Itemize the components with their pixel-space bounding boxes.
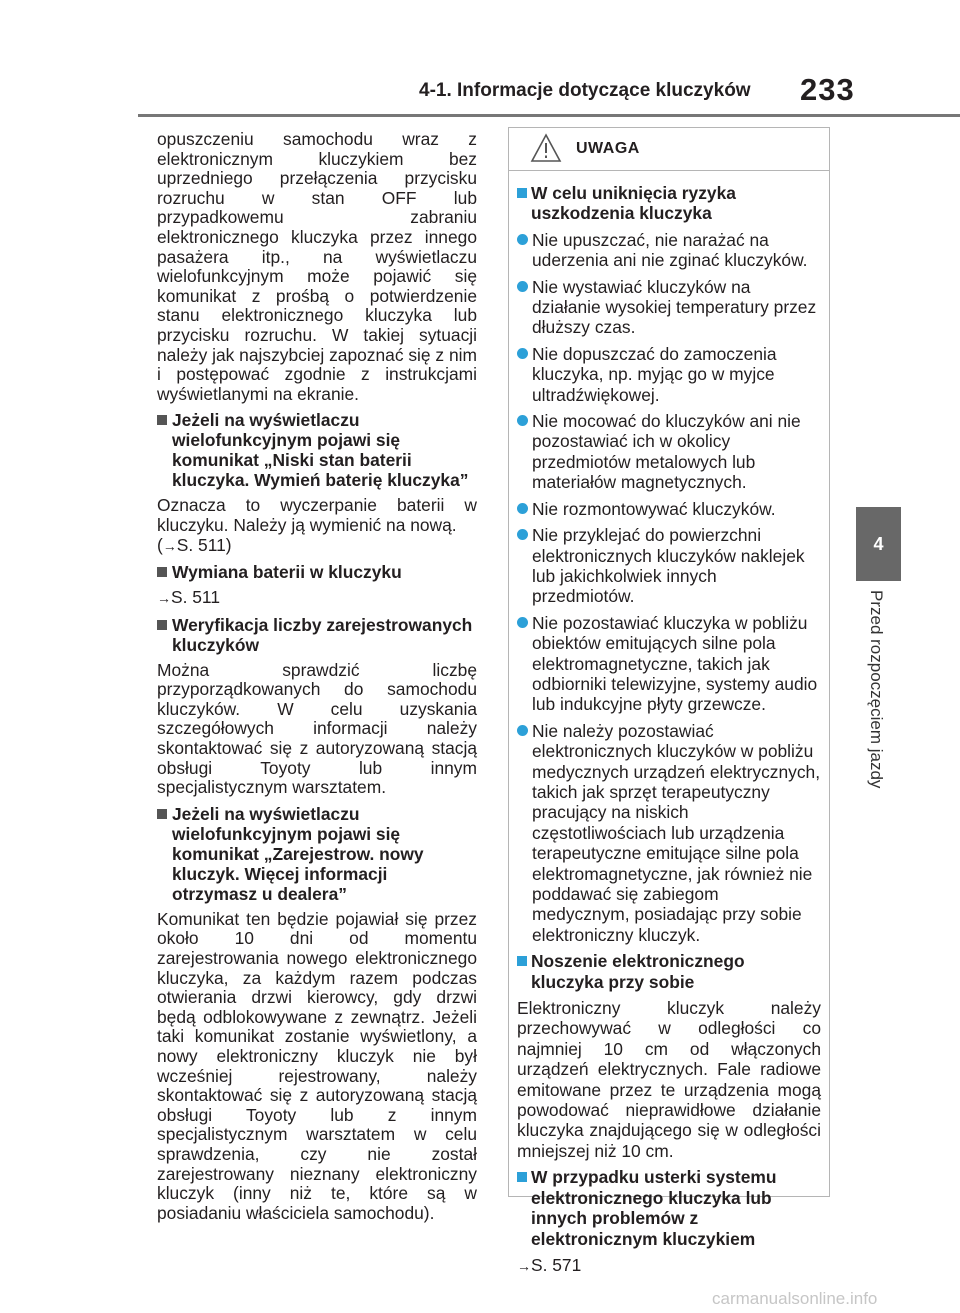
- list-item-text: Nie przyklejać do powierzchni elektronicznych kluczyków naklejek lub jakichkolwiek innych przedmiotów.: [532, 525, 805, 607]
- list-item: [517, 277, 821, 338]
- heading-text: Noszenie elektronicznego kluczyka przy sobie: [531, 951, 745, 992]
- carrying-paragraph: Elektroniczny kluczyk należy przechowywać w odległości co najmniej 10 cm od włączonych urządzeń elektrycznych. Fale radiowe emitowane przez te urządzenia mogą powodować nieprawidłowe działanie kluczyka znajdującego się w odległości mniejszej niż 10 cm.: [517, 998, 821, 1161]
- paragraph-text: Oznacza to wyczerpanie baterii w kluczyku. Należy ją wymienić na nową.: [157, 495, 477, 535]
- circle-bullet-icon: [517, 415, 528, 426]
- page-reference: S. 511: [171, 587, 220, 608]
- section-heading-key-verification: [157, 615, 477, 655]
- intro-paragraph: opuszczeniu samochodu wraz z elektronicznym kluczykiem bez uprzedniego przełączenia przycisku rozruchu w stan OFF lub przypadkowemu zabraniu elektronicznego kluczyka przez innego pasażera itp., na wyświetlaczu wielofunkcyjnym może pojawić się komunikat z prośbą o potwierdzenie stanu elektronicznego kluczyka lub przycisku rozruchu. W takiej sytuacji należy jak najszybciej zapoznać się z nim i postępować zgodnie z instrukcjami wyświetlanymi na ekranie.: [157, 129, 477, 404]
- page-reference: S. 511): [176, 534, 232, 555]
- list-item-text: Nie upuszczać, nie narażać na uderzenia ani nie zginać kluczyków.: [532, 229, 808, 271]
- heading-text: Wymiana baterii w kluczyku: [172, 562, 402, 583]
- heading-text: Jeżeli na wyświetlaczu wielofunkcyjnym pojawi się komunikat „Niski stan baterii kluczyka. Wymień baterię kluczyka”: [172, 410, 469, 491]
- square-bullet-icon: [517, 188, 527, 198]
- list-item-text: Nie należy pozostawiać elektronicznych kluczyków w pobliżu medycznych urządzeń elektrycznych, takich jak sprzęt terapeutyczny pracujący na niskich częstotliwościach lub urządzenia terapeutyczne emitujące silne pola elektromagnetyczne, jak również nie poddawać się zabiegom medycznym, posiadając przy sobie elektroniczny kluczyk.: [532, 720, 821, 945]
- circle-bullet-icon: [517, 281, 528, 292]
- heading-text: Weryfikacja liczby zarejestrowanych kluczyków: [172, 614, 473, 655]
- warning-heading-carrying: [517, 951, 821, 992]
- battery-replacement-ref: [157, 588, 477, 609]
- square-bullet-icon: [157, 809, 167, 819]
- square-bullet-icon: [157, 620, 167, 630]
- page-reference: S. 571: [531, 1254, 582, 1275]
- square-bullet-icon: [517, 956, 527, 966]
- warning-box: [508, 127, 830, 1275]
- arrow-right-icon: →: [157, 590, 171, 607]
- watermark: carmanualsonline.info: [712, 1289, 878, 1308]
- left-column: [157, 130, 477, 1229]
- list-item: [517, 411, 821, 493]
- list-item: [517, 344, 821, 405]
- section-title: 4-1. Informacje dotyczące kluczyków: [419, 80, 751, 101]
- warning-body: [509, 171, 829, 1276]
- circle-bullet-icon: [517, 503, 528, 514]
- low-battery-paragraph: [157, 496, 477, 556]
- section-heading-battery-replacement: [157, 562, 477, 582]
- ref-open: (: [157, 534, 163, 555]
- list-item-text: Nie dopuszczać do zamoczenia kluczyka, np. myjąc go w myjce ultradźwiękowej.: [532, 343, 777, 405]
- list-item: [517, 613, 821, 715]
- chapter-number: 4: [873, 533, 884, 554]
- warning-heading-damage: [517, 183, 821, 224]
- circle-bullet-icon: [517, 234, 528, 245]
- square-bullet-icon: [157, 415, 167, 425]
- square-bullet-icon: [517, 1172, 527, 1182]
- heading-text: W przypadku usterki systemu elektronicznego kluczyka lub innych problemów z elektronicznym kluczykiem: [531, 1167, 777, 1249]
- arrow-right-icon: →: [517, 1257, 531, 1274]
- section-heading-low-battery: [157, 410, 477, 490]
- heading-text: W celu uniknięcia ryzyka uszkodzenia kluczyka: [531, 183, 736, 224]
- warning-header: [509, 128, 829, 171]
- circle-bullet-icon: [517, 725, 528, 736]
- circle-bullet-icon: [517, 617, 528, 628]
- header-divider: [138, 114, 960, 117]
- list-item-text: Nie pozostawiać kluczyka w pobliżu obiektów emitujących silne pola elektromagnetyczne, takich jak odbiorniki telewizyjne, systemy audio lub indukcyjne płyty grzewcze.: [532, 612, 818, 715]
- key-verification-paragraph: Można sprawdzić liczbę przyporządkowanych do samochodu kluczyków. W celu uzyskania szczegółowych informacji należy skontaktować się z autoryzowaną stacją obsługi Toyoty lub innym specjalistycznym warsztatem.: [157, 659, 477, 798]
- list-item: [517, 525, 821, 607]
- warning-title: UWAGA: [576, 140, 640, 157]
- list-item: [517, 721, 821, 945]
- list-item-text: Nie mocować do kluczyków ani nie pozostawiać ich w okolicy przedmiotów metalowych lub materiałów magnetycznych.: [532, 411, 801, 493]
- warning-triangle-icon: [530, 133, 562, 163]
- malfunction-ref: [517, 1255, 821, 1276]
- circle-bullet-icon: [517, 348, 528, 359]
- circle-bullet-icon: [517, 529, 528, 540]
- new-key-paragraph: Komunikat ten będzie pojawiał się przez około 10 dni od momentu zarejestrowania nowego elektronicznego kluczyka, za każdym razem podczas otwierania drzwi kierowcy, gdy drzwi będą odblokowywane z zewnątrz. Jeżeli taki komunikat zostanie wyświetlony, a nowy elektroniczny kluczyk nie był wcześniej rejestrowany, należy skontaktować się z autoryzowaną stacją obsługi Toyoty lub z innym specjalistycznym warsztatem w celu sprawdzenia, czy nie został zarejestrowany nieznany elektroniczny kluczyk (inny niż te, które są w posiadaniu właściciela samochodu).: [157, 908, 477, 1223]
- page-number: 233: [800, 72, 855, 107]
- list-item-text: Nie wystawiać kluczyków na działanie wysokiej temperatury przez dłuższy czas.: [532, 276, 817, 338]
- section-heading-new-key-registered: [157, 804, 477, 904]
- square-bullet-icon: [157, 567, 167, 577]
- heading-text: Jeżeli na wyświetlaczu wielofunkcyjnym pojawi się komunikat „Zarejestrow. nowy kluczyk. Więcej informacji otrzymasz u dealera”: [172, 803, 424, 904]
- warning-heading-malfunction: [517, 1167, 821, 1249]
- list-item: [517, 230, 821, 271]
- list-item-text: Nie rozmontowywać kluczyków.: [532, 498, 776, 519]
- arrow-right-icon: →: [162, 537, 177, 554]
- chapter-tab: [856, 507, 901, 581]
- chapter-title: Przed rozpoczęciem jazdy: [867, 590, 886, 789]
- list-item: [517, 499, 821, 519]
